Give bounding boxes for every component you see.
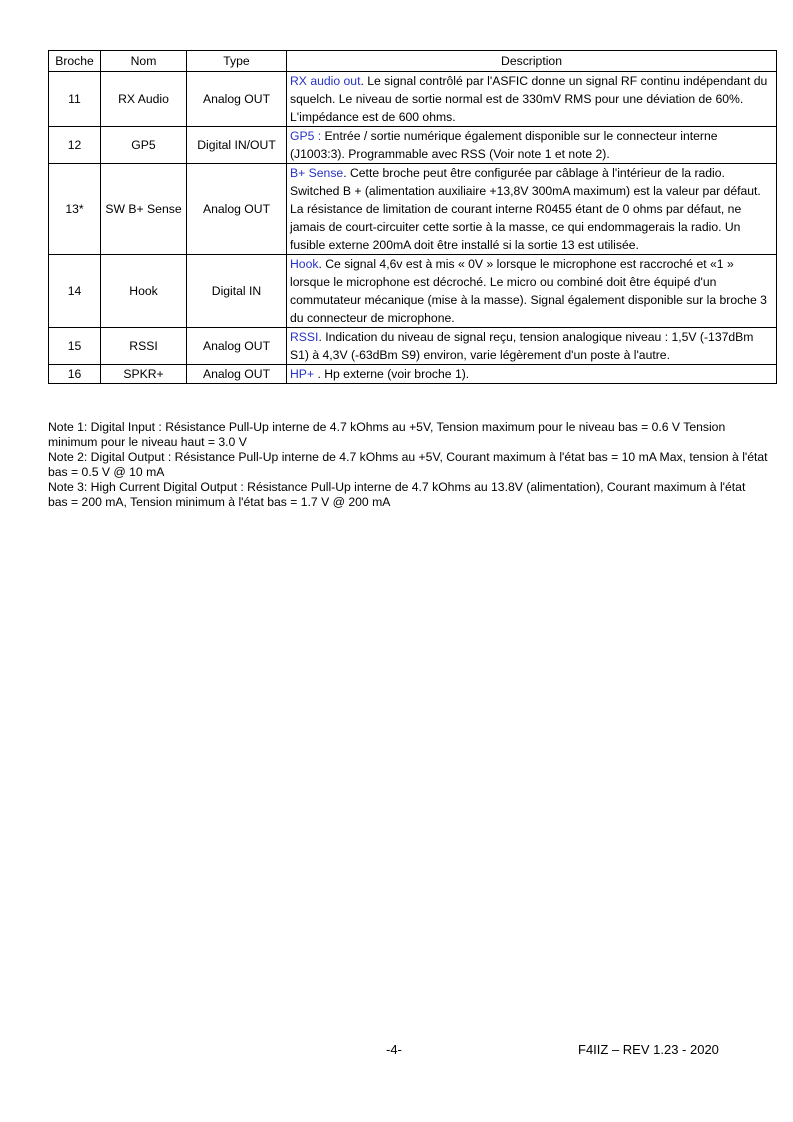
description-text: . Cette broche peut être configurée par câblage à l'intérieur de la radio. Switched B + (alimentation auxiliaire +13,8V 300mA maximum) est la valeur par défaut. La résistance de limitation de courant interne R0455 étant de 0 ohms par défaut, ne jamais de court-circuiter cette sortie à la masse, ce qui endommagerais la radio. Un fusible externe 200mA doit être installé si la sortie 13 est utilisée. xyxy=(290,166,761,252)
revision-label: F4IIZ – REV 1.23 - 2020 xyxy=(578,1042,719,1057)
description-text: Entrée / sortie numérique également disponible sur le connecteur interne (J1003:3). Programmable avec RSS (Voir note 1 et note 2). xyxy=(290,129,718,161)
signal-name: B+ Sense xyxy=(290,166,344,180)
pin-name: Hook xyxy=(101,255,187,328)
description-text: . Le signal contrôlé par l'ASFIC donne un signal RF continu indépendant du squelch. Le niveau de sortie normal est de 330mV RMS pour une déviation de 60%. L'impédance est de 600 ohms. xyxy=(290,74,768,124)
signal-name: GP5 : xyxy=(290,129,322,143)
pin-type: Analog OUT xyxy=(187,164,287,255)
pin-type: Digital IN xyxy=(187,255,287,328)
table-row xyxy=(49,164,777,255)
pin-number: 14 xyxy=(49,255,101,328)
pin-type: Analog OUT xyxy=(187,72,287,127)
table-row xyxy=(49,328,777,365)
pin-name: GP5 xyxy=(101,127,187,164)
pin-name: RSSI xyxy=(101,328,187,365)
pin-description xyxy=(287,365,777,384)
notes-section xyxy=(48,420,768,510)
description-text: . Ce signal 4,6v est à mis « 0V » lorsque le microphone est raccroché et «1 » lorsque le microphone est décroché. Le micro ou combiné doit être équipé d'un commutateur mécanique (mise à la masse). Signal également disponible sur la broche 3 du connecteur de microphone. xyxy=(290,257,767,325)
pin-description xyxy=(287,164,777,255)
table-row xyxy=(49,127,777,164)
header-type: Type xyxy=(187,51,287,72)
table-row xyxy=(49,365,777,384)
description-text: . Indication du niveau de signal reçu, tension analogique niveau : 1,5V (-137dBm S1) à 4,3V (-63dBm S9) environ, varie légèrement d'un poste à l'autre. xyxy=(290,330,754,362)
table-row xyxy=(49,255,777,328)
signal-name: HP+ xyxy=(290,367,315,381)
signal-name: RX audio out xyxy=(290,74,361,88)
table-row xyxy=(49,72,777,127)
note-2: Note 2: Digital Output : Résistance Pull-Up interne de 4.7 kOhms au +5V, Courant maximum à l'état bas = 10 mA Max, tension à l'état bas = 0.5 V @ 10 mA xyxy=(48,450,768,479)
pin-number: 13* xyxy=(49,164,101,255)
pin-name: SPKR+ xyxy=(101,365,187,384)
pinout-table xyxy=(48,50,777,384)
pin-number: 15 xyxy=(49,328,101,365)
note-1: Note 1: Digital Input : Résistance Pull-Up interne de 4.7 kOhms au +5V, Tension maximum pour le niveau bas = 0.6 V Tension minimum pour le niveau haut = 3.0 V xyxy=(48,420,726,449)
pin-type: Analog OUT xyxy=(187,328,287,365)
header-nom: Nom xyxy=(101,51,187,72)
pin-number: 16 xyxy=(49,365,101,384)
header-description: Description xyxy=(287,51,777,72)
note-3: Note 3: High Current Digital Output : Résistance Pull-Up interne de 4.7 kOhms au 13.8V (alimentation), Courant maximum à l'état bas = 200 mA, Tension minimum à l'état bas = 1.7 V @ 200 mA xyxy=(48,480,746,509)
pin-number: 12 xyxy=(49,127,101,164)
pin-description xyxy=(287,255,777,328)
pin-description xyxy=(287,328,777,365)
description-text: . Hp externe (voir broche 1). xyxy=(314,367,470,381)
pin-name: SW B+ Sense xyxy=(101,164,187,255)
pin-type: Analog OUT xyxy=(187,365,287,384)
pin-number: 11 xyxy=(49,72,101,127)
pin-description xyxy=(287,72,777,127)
signal-name: Hook xyxy=(290,257,319,271)
pin-name: RX Audio xyxy=(101,72,187,127)
table-header-row xyxy=(49,51,777,72)
pin-type: Digital IN/OUT xyxy=(187,127,287,164)
header-broche: Broche xyxy=(49,51,101,72)
pin-description xyxy=(287,127,777,164)
page-number: -4- xyxy=(386,1042,402,1057)
signal-name: RSSI xyxy=(290,330,319,344)
